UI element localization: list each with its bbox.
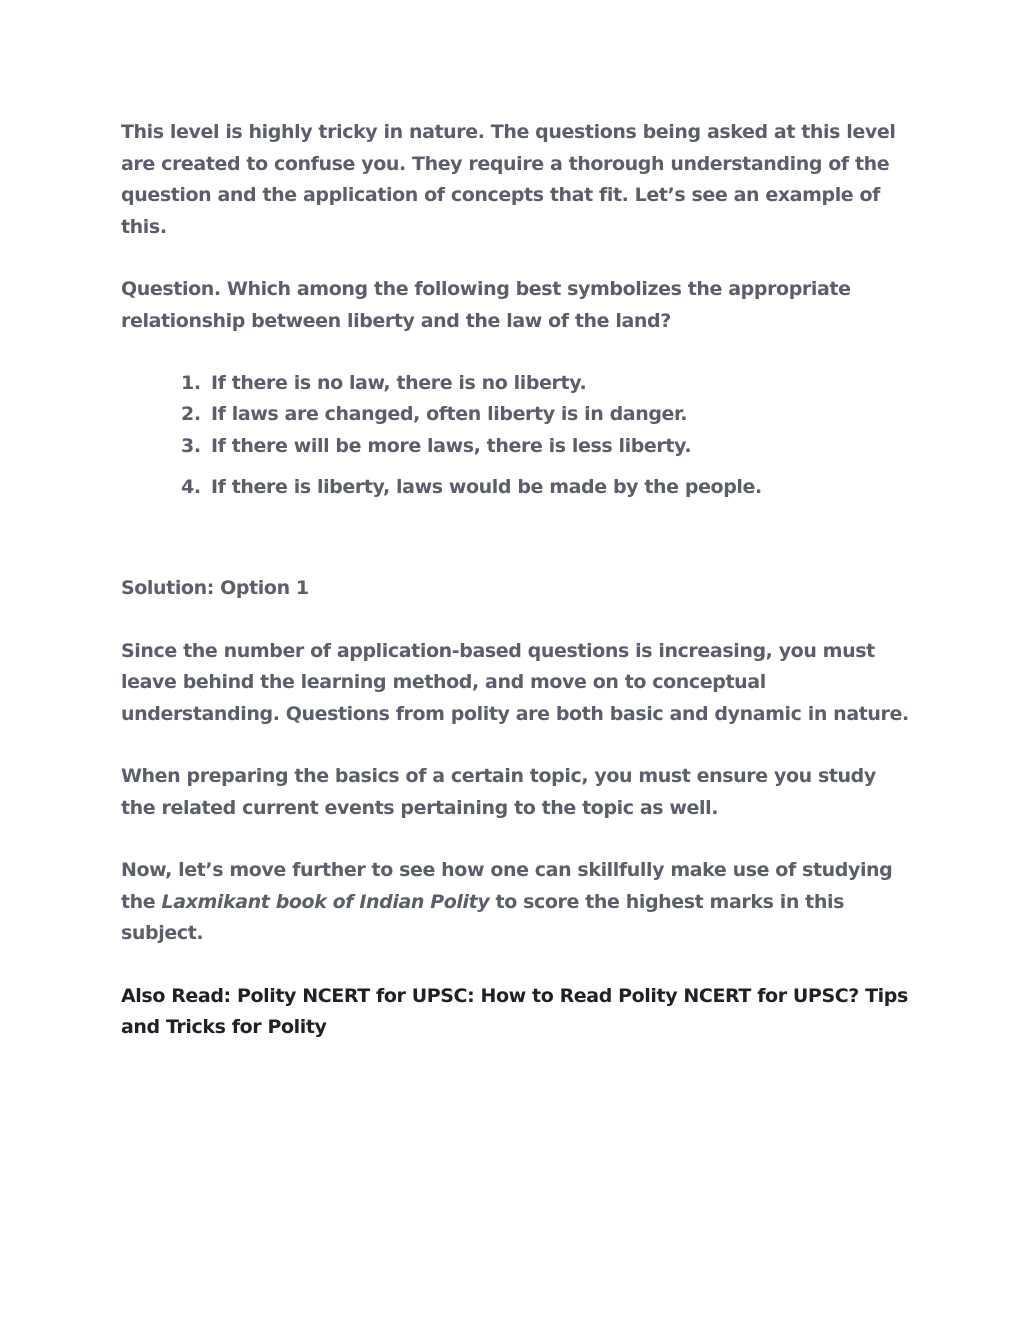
question-text: Question. Which among the following best symbolizes the appropriate relationship between liberty and the law of the land?	[121, 278, 851, 332]
application-paragraph: Since the number of application-based questions is increasing, you must leave behind the learning method, and move on to conceptual understanding. Questions from polity are both basic and dynamic in nature.	[121, 639, 909, 725]
option-number: 4.	[181, 475, 201, 498]
option-text: If there will be more laws, there is less liberty.	[211, 434, 692, 457]
option-number: 1.	[181, 372, 201, 394]
option-number: 2.	[181, 403, 201, 426]
option-text: If there is liberty, laws would be made by the people.	[211, 475, 762, 498]
laxmikant-book-title: Laxmikant book of Indian Polity	[161, 890, 490, 913]
options-list	[121, 368, 911, 503]
also-read-link[interactable]: Also Read: Polity NCERT for UPSC: How to Read Polity NCERT for UPSC? Tips and Tricks for Polity	[121, 984, 908, 1039]
laxmikant-text-before: Now, let’s move further to see how one can skillfully make use of studying the	[121, 859, 893, 913]
spacer	[121, 503, 911, 573]
option-item	[181, 368, 911, 399]
document-page	[121, 117, 911, 1075]
laxmikant-paragraph	[121, 855, 911, 950]
option-item	[181, 431, 911, 462]
solution-text: Solution: Option 1	[121, 577, 309, 600]
option-item	[181, 399, 911, 430]
intro-paragraph: This level is highly tricky in nature. The questions being asked at this level are created to confuse you. They require a thorough understanding of the question and the application of concepts that fit. Let’s see an example of this.	[121, 121, 896, 238]
option-item	[181, 472, 911, 503]
option-number: 3.	[181, 434, 201, 457]
option-text: If there is no law, there is no liberty.	[211, 372, 587, 394]
laxmikant-text-after: to score the highest marks in this subject.	[121, 890, 844, 945]
basics-paragraph: When preparing the basics of a certain topic, you must ensure you study the related current events pertaining to the topic as well.	[121, 765, 876, 819]
option-text: If laws are changed, often liberty is in danger.	[211, 403, 688, 426]
